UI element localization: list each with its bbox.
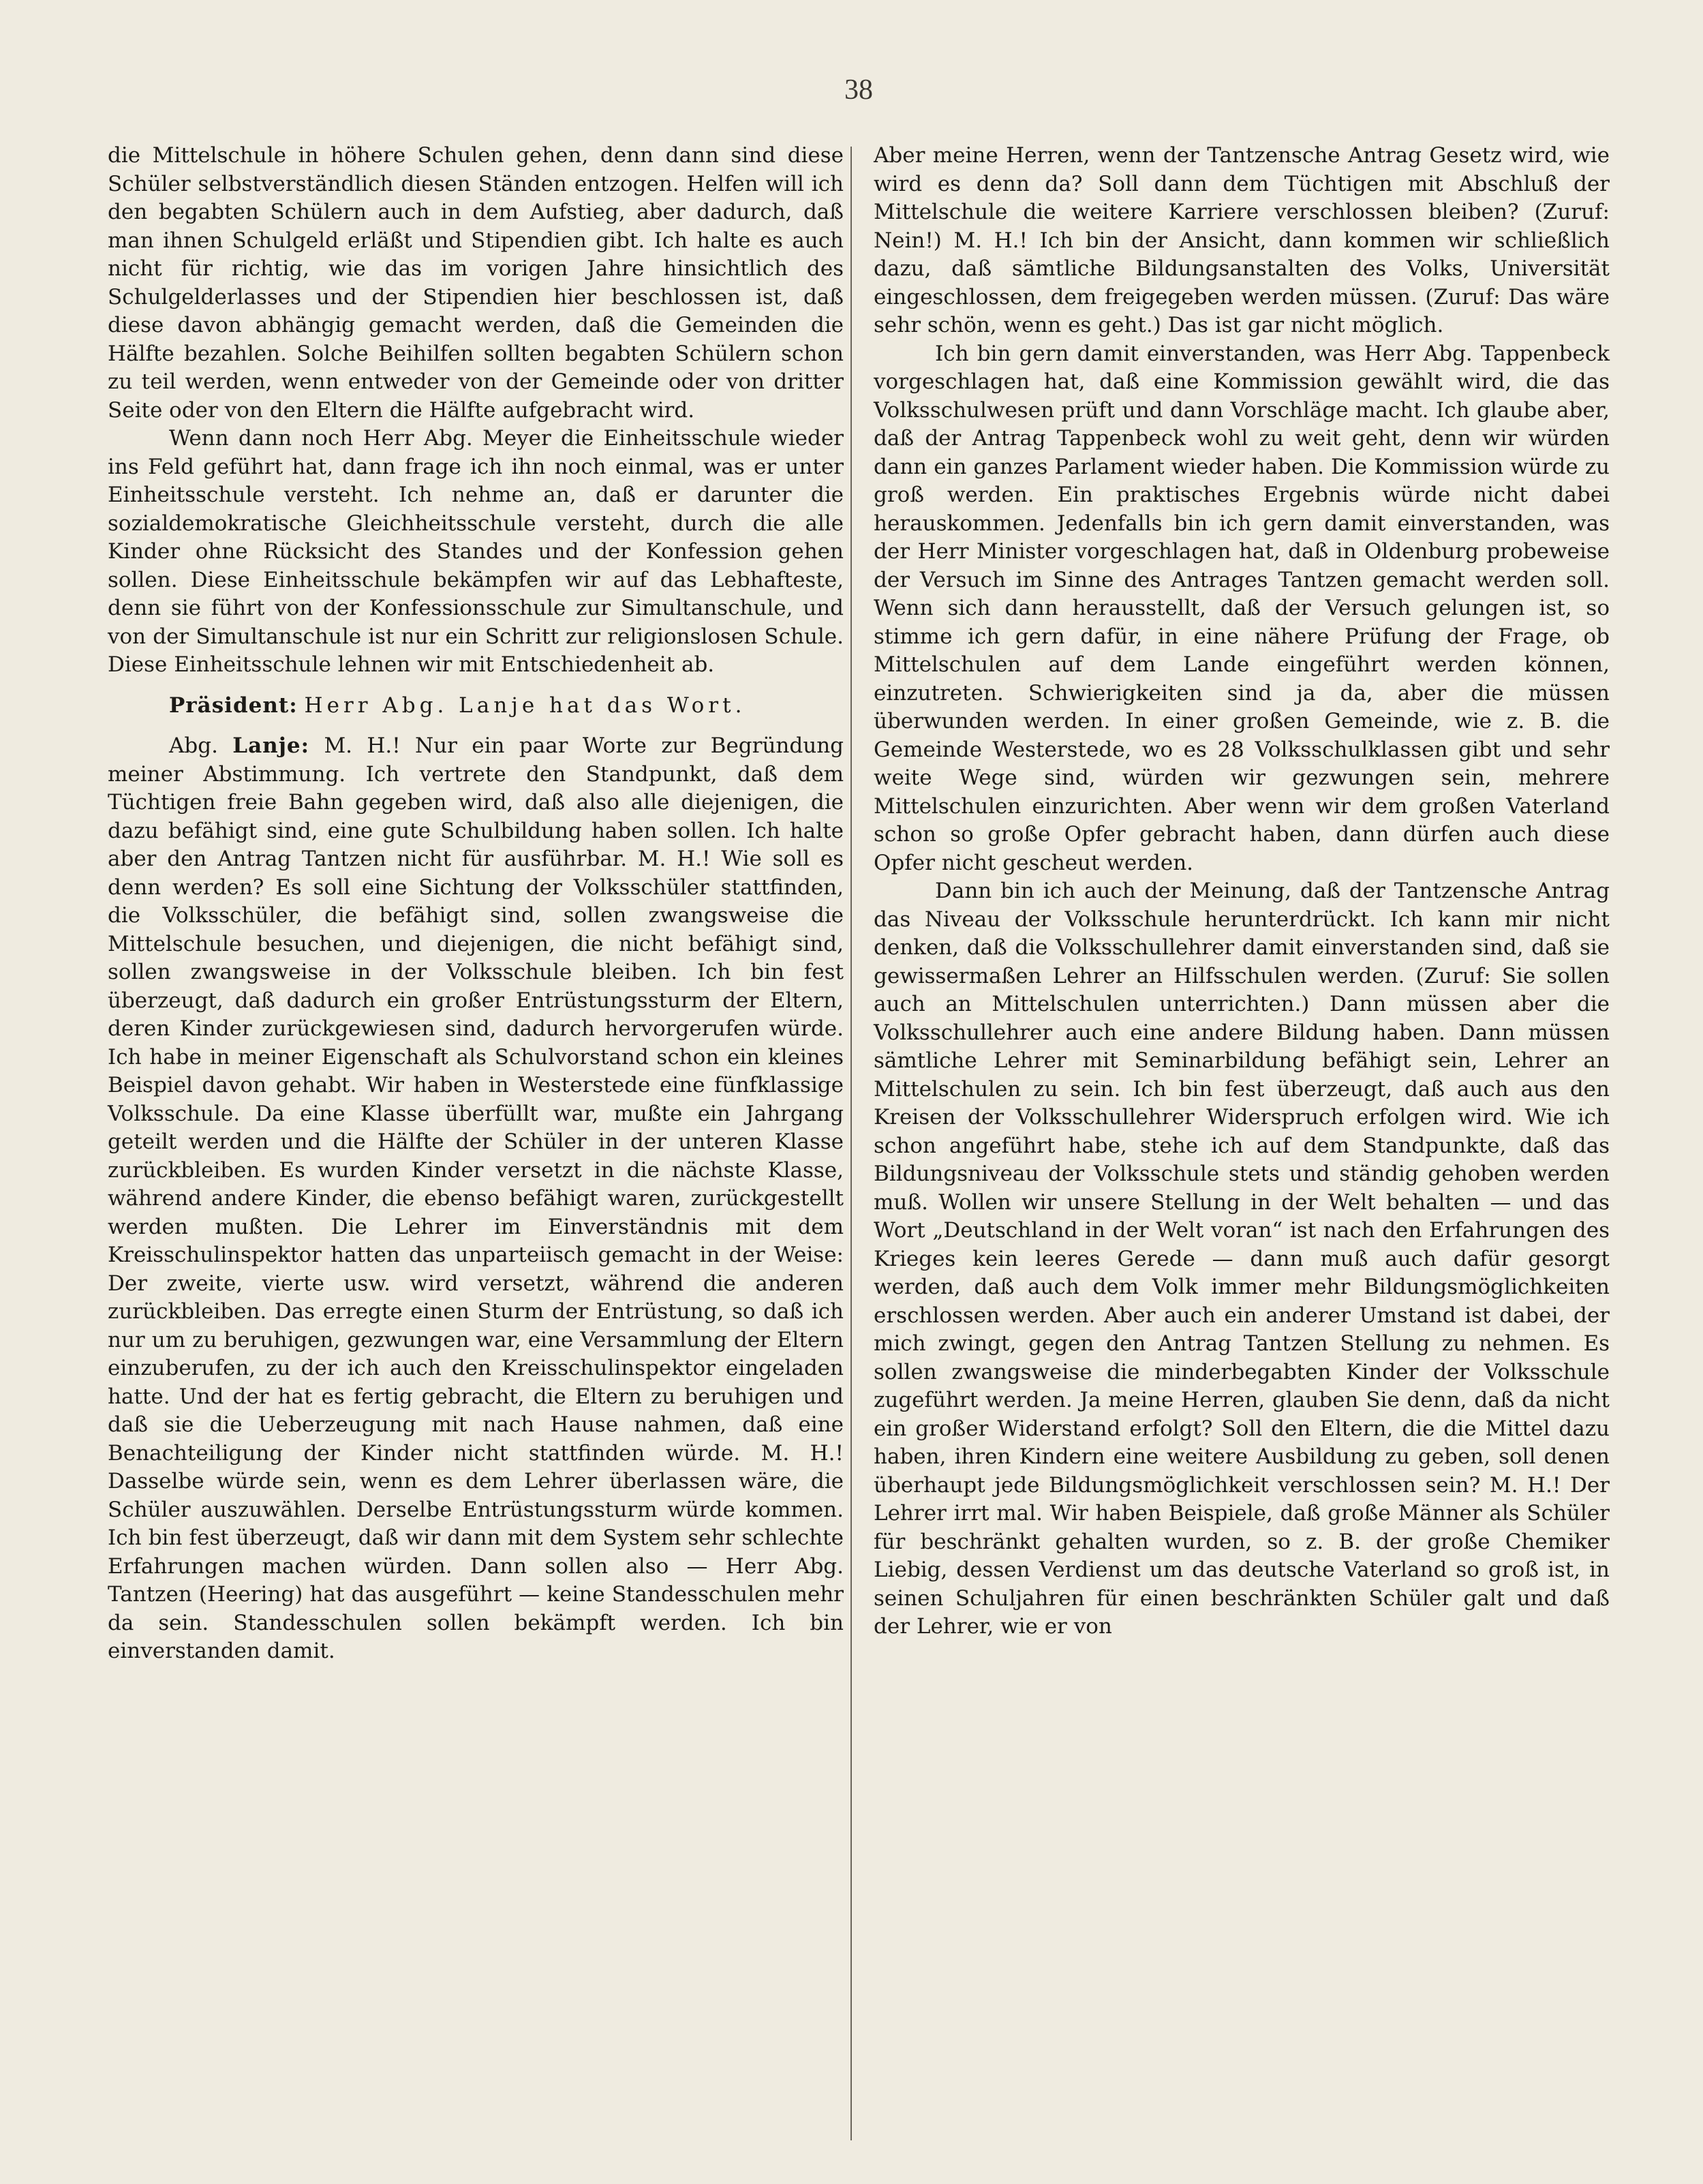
right-paragraph-1: Aber meine Herren, wenn der Tantzensche Antrag Gesetz wird, wie wird es denn da? Soll dann dem Tüchtigen mit Abschluß der Mittelschule die weitere Karriere verschlossen bleiben? (Zuruf: Nein!) M. H.! Ich bin der Ansicht, dann kommen wir schließlich dazu, daß sämtliche Bildungsanstalten des Volks, Universität eingeschlossen, dem freigegeben werden müssen. (Zuruf: Das wäre sehr schön, wenn es geht.) Das ist gar nicht möglich. <box>874 143 1610 337</box>
president-text: Herr Abg. Lanje hat das Wort. <box>304 693 746 718</box>
lanje-statement <box>108 732 844 1666</box>
speaker-prefix: Abg. <box>169 733 218 758</box>
right-paragraph-3: Dann bin ich auch der Meinung, daß der Tantzensche Antrag das Niveau der Volksschule herunterdrückt. Ich kann mir nicht denken, daß die Volksschullehrer damit einverstanden sind, daß sie gewissermaßen Lehrer an Hilfsschulen werden. (Zuruf: Sie sollen auch an Mittelschulen unterrichten.) Dann müssen aber die Volksschullehrer auch eine andere Bildung haben. Dann müssen sämtliche Lehrer mit Seminarbildung befähigt sein, Lehrer an Mittelschulen zu sein. Ich bin fest überzeugt, daß auch aus den Kreisen der Volksschullehrer Widerspruch erfolgen wird. Wie ich schon angeführt habe, stehe ich auf dem Standpunkte, daß das Bildungsniveau der Volksschule stets und ständig gehoben werden muß. Wollen wir unsere Stellung in der Welt behalten — und das Wort „Deutschland in der Welt voran“ ist nach den Erfahrungen des Krieges kein leeres Gerede — dann muß auch dafür gesorgt werden, daß auch dem Volk immer mehr Bildungsmöglichkeiten erschlossen werden. Aber auch ein anderer Umstand ist dabei, der mich zwingt, gegen den Antrag Tantzen Stellung zu nehmen. Es sollen zwangsweise die minderbegabten Kinder der Volksschule zugeführt werden. Ja meine Herren, glauben Sie denn, daß da nicht ein großer Widerstand erfolgt? Soll den Eltern, die die Mittel dazu haben, ihren Kindern eine weitere Ausbildung zu geben, soll denen überhaupt jede Bildungsmöglichkeit verschlossen sein? M. H.! Der Lehrer irrt mal. Wir haben Beispiele, daß große Männer als Schüler für beschränkt gehalten wurden, so z. B. der große Chemiker Liebig, dessen Verdienst um das deutsche Vaterland so groß ist, in seinen Schuljahren für einen beschränkten Schüler galt und daß der Lehrer, wie er von <box>874 879 1610 1639</box>
left-column <box>108 142 844 1666</box>
speaker-lanje: Lanje: <box>232 733 310 758</box>
column-divider <box>850 147 852 2140</box>
left-paragraph-2: Wenn dann noch Herr Abg. Meyer die Einheitsschule wieder ins Feld geführt hat, dann frage ich ihn noch einmal, was er unter Einheitsschule versteht. Ich nehme an, daß er darunter die sozialdemokratische Gleichheitsschule versteht, durch die alle Kinder ohne Rücksicht des Standes und der Konfession gehen sollen. Diese Einheitsschule bekämpfen wir auf das Lebhafteste, denn sie führt von der Konfessionsschule zur Simultanschule, und von der Simultanschule ist nur ein Schritt zur religionslosen Schule. Diese Einheitsschule lehnen wir mit Entschiedenheit ab. <box>108 426 844 677</box>
left-paragraph-1: die Mittelschule in höhere Schulen gehen, denn dann sind diese Schüler selbstverständlich diesen Ständen entzogen. Helfen will ich den begabten Schülern auch in dem Aufstieg, aber dadurch, daß man ihnen Schulgeld erläßt und Stipendien gibt. Ich halte es auch nicht für richtig, wie das im vorigen Jahre hinsichtlich des Schulgelderlasses und der Stipendien hier beschlossen ist, daß diese davon abhängig gemacht werden, daß die Gemeinden die Hälfte bezahlen. Solche Beihilfen sollten begabten Schülern schon zu teil werden, wenn entweder von der Gemeinde oder von dritter Seite oder von den Eltern die Hälfte aufgebracht wird. <box>108 143 844 423</box>
president-statement <box>108 692 844 721</box>
right-paragraph-2: Ich bin gern damit einverstanden, was Herr Abg. Tappenbeck vorgeschlagen hat, daß eine Kommission gewählt wird, die das Volksschulwesen prüft und dann Vorschläge macht. Ich glaube aber, daß der Antrag Tappenbeck wohl zu weit geht, denn wir würden dann ein ganzes Parlament wieder haben. Die Kommission würde zu groß werden. Ein praktisches Ergebnis würde nicht dabei herauskommen. Jedenfalls bin ich gern damit einverstanden, was der Herr Minister vorgeschlagen hat, daß in Oldenburg probeweise der Versuch im Sinne des Antrages Tantzen gemacht werden soll. Wenn sich dann herausstellt, daß der Versuch gelungen ist, so stimme ich gern dafür, in eine nähere Prüfung der Frage, ob Mittelschulen auf dem Lande eingeführt werden können, einzutreten. Schwierigkeiten sind ja da, aber die müssen überwunden werden. In einer großen Gemeinde, wie z. B. die Gemeinde Westerstede, wo es 28 Volksschulklassen gibt und sehr weite Wege sind, würden wir gezwungen sein, mehrere Mittelschulen einzurichten. Aber wenn wir dem großen Vaterland schon so große Opfer gebracht haben, dann dürfen auch diese Opfer nicht gescheut werden. <box>874 341 1610 875</box>
lanje-text: M. H.! Nur ein paar Worte zur Begründung meiner Abstimmung. Ich vertrete den Standpunkt, daß dem Tüchtigen freie Bahn gegeben wird, daß also alle diejenigen, die dazu befähigt sind, eine gute Schulbildung haben sollen. Ich halte aber den Antrag Tantzen nicht für ausführbar. M. H.! Wie soll es denn werden? Es soll eine Sichtung der Volksschüler stattfinden, die Volksschüler, die befähigt sind, sollen zwangsweise die Mittelschule besuchen, und diejenigen, die nicht befähigt sind, sollen zwangsweise in der Volksschule bleiben. Ich bin fest überzeugt, daß dadurch ein großer Entrüstungssturm der Eltern, deren Kinder zurückgewiesen sind, dadurch hervorgerufen würde. Ich habe in meiner Eigenschaft als Schulvorstand schon ein kleines Beispiel davon gehabt. Wir haben in Westerstede eine fünfklassige Volksschule. Da eine Klasse überfüllt war, mußte ein Jahrgang geteilt werden und die Hälfte der Schüler in der unteren Klasse zurückbleiben. Es wurden Kinder versetzt in die nächste Klasse, während andere Kinder, die ebenso befähigt waren, zurückgestellt werden mußten. Die Lehrer im Einverständnis mit dem Kreisschulinspektor hatten das unparteiisch gemacht in der Weise: Der zweite, vierte usw. wird versetzt, während die anderen zurückbleiben. Das erregte einen Sturm der Entrüstung, so daß ich nur um zu beruhigen, gezwungen war, eine Versammlung der Eltern einzuberufen, zu der ich auch den Kreisschulinspektor eingeladen hatte. Und der hat es fertig gebracht, die Eltern zu beruhigen und daß sie die Ueberzeugung mit nach Hause nahmen, daß eine Benachteiligung der Kinder nicht stattfinden würde. M. H.! Dasselbe würde sein, wenn es dem Lehrer überlassen wäre, die Schüler auszuwählen. Derselbe Entrüstungssturm würde kommen. Ich bin fest überzeugt, daß wir dann mit dem System sehr schlechte Erfahrungen machen würden. Dann sollen also — Herr Abg. Tantzen (Heering) hat das ausgeführt — keine Standesschulen mehr da sein. Standesschulen sollen bekämpft werden. Ich bin einverstanden damit. <box>108 733 844 1663</box>
page-number: 38 <box>844 74 873 106</box>
right-column <box>874 142 1610 1641</box>
speaker-president: Präsident: <box>169 693 298 718</box>
